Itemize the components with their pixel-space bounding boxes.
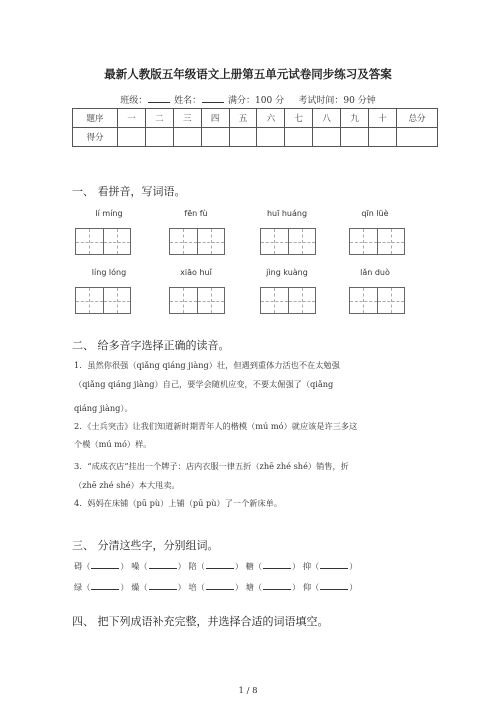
header-cell: 二 — [145, 109, 173, 128]
score-cell[interactable] — [229, 128, 257, 147]
q3-char: 绿 — [74, 582, 83, 592]
score-cell[interactable] — [173, 128, 201, 147]
writing-grid[interactable] — [349, 287, 405, 314]
name-blank — [202, 94, 224, 103]
score-cell[interactable] — [118, 128, 146, 147]
answer-blank[interactable] — [206, 560, 234, 569]
q3-char: 燥 — [131, 582, 140, 592]
answer-blank[interactable] — [320, 581, 348, 590]
q3-char: 抑 — [302, 561, 312, 571]
info-line — [0, 93, 496, 106]
q2-line: （qiǎng qiáng jiàng）自己，要学会随机应变，不要太倔强了（qiǎng — [74, 379, 334, 389]
header-cell: 四 — [201, 109, 229, 128]
score-cell[interactable] — [201, 128, 229, 147]
q3-row-1: 碍（ ） 噪（ ） 陪（ ） 糖（ ） 抑（ ） — [74, 561, 358, 571]
section-3-heading: 三、 分清这些字，分别组词。 — [72, 539, 219, 552]
header-cell: 八 — [313, 109, 341, 128]
writing-grid[interactable] — [349, 228, 405, 255]
header-cell: 十 — [369, 109, 397, 128]
writing-grid[interactable] — [75, 228, 131, 255]
answer-blank[interactable] — [91, 560, 119, 569]
header-cell: 七 — [285, 109, 313, 128]
header-cell: 一 — [118, 109, 146, 128]
pinyin-label: lí míng — [95, 209, 123, 218]
score-cell[interactable] — [341, 128, 369, 147]
q2-line: （zhē zhé shé）本大甩卖。 — [74, 480, 180, 490]
pinyin-label: qīn lüè — [361, 209, 389, 218]
header-cell: 五 — [229, 109, 257, 128]
q2-line: 4．妈妈在床铺（pū pù）上铺（pū pù）了一个新床单。 — [74, 498, 283, 508]
q3-char: 碍 — [74, 561, 83, 571]
page-number: 1 / 8 — [238, 686, 258, 696]
answer-blank[interactable] — [149, 560, 177, 569]
section-1-heading: 一、 看拼音，写词语。 — [72, 185, 186, 198]
score-label: 满分：100 分 — [228, 96, 285, 106]
header-cell: 三 — [173, 109, 201, 128]
writing-grid[interactable] — [75, 287, 131, 314]
q2-line: 3．“成成衣店”挂出一个牌子：店内衣服一律五折（zhē zhé shé）销售，折 — [74, 461, 349, 471]
section-2-heading: 二、 给多音字选择正确的读音。 — [72, 339, 230, 352]
answer-blank[interactable] — [91, 581, 119, 590]
score-cell[interactable] — [397, 128, 438, 147]
score-table — [72, 108, 438, 147]
header-cell: 九 — [341, 109, 369, 128]
name-label: 姓名： — [174, 96, 202, 106]
q2-line: qiáng jiàng）。 — [74, 403, 133, 413]
pinyin-label: xiāo huǐ — [180, 268, 212, 277]
answer-blank[interactable] — [263, 581, 291, 590]
pinyin-label: líng lóng — [91, 268, 127, 277]
time-label: 考试时间：90 分钟 — [298, 96, 376, 106]
q3-row-2: 绿（ ） 燥（ ） 培（ ） 塘（ ） 仰（ ） — [74, 582, 358, 592]
q3-char: 陪 — [188, 561, 197, 571]
section-4-heading: 四、 把下列成语补充完整，并选择合适的词语填空。 — [72, 615, 329, 628]
score-table-header-row — [73, 109, 438, 128]
q3-char: 培 — [188, 582, 197, 592]
class-label: 班级： — [120, 96, 148, 106]
score-cell[interactable] — [257, 128, 285, 147]
score-cell[interactable] — [369, 128, 397, 147]
score-cell[interactable] — [285, 128, 313, 147]
pinyin-label: huī huáng — [266, 209, 308, 218]
answer-blank[interactable] — [263, 560, 291, 569]
answer-blank[interactable] — [149, 581, 177, 590]
q3-char: 塘 — [245, 582, 254, 592]
answer-blank[interactable] — [320, 560, 348, 569]
header-cell: 总分 — [397, 109, 438, 128]
q3-char: 噪 — [131, 561, 140, 571]
score-cell[interactable] — [313, 128, 341, 147]
q2-line: 个模（mú mó）样。 — [74, 439, 152, 449]
class-blank — [148, 94, 170, 103]
writing-grid[interactable] — [260, 287, 316, 314]
pinyin-label: fēn fù — [184, 209, 208, 218]
writing-grid[interactable] — [260, 228, 316, 255]
document-title: 最新人教版五年级语文上册第五单元试卷同步练习及答案 — [104, 67, 392, 81]
writing-grid[interactable] — [169, 287, 225, 314]
writing-grid[interactable] — [169, 228, 225, 255]
q3-char: 仰 — [302, 582, 312, 592]
header-cell: 六 — [257, 109, 285, 128]
answer-blank[interactable] — [206, 581, 234, 590]
score-table-score-row — [73, 128, 438, 147]
pinyin-label: jìng kuàng — [266, 268, 308, 277]
q2-line: 1．虽然你很强（qiǎng qiáng jiàng）壮，但遇到重体力活也不在太勉强 — [74, 360, 340, 370]
row-label: 得分 — [73, 128, 118, 147]
q3-char: 糖 — [245, 561, 254, 571]
score-cell[interactable] — [145, 128, 173, 147]
pinyin-label: lǎn duò — [360, 268, 390, 277]
q2-line: 2．《士兵突击》让我们知道新时期青年人的楷模（mú mó）就应该是许三多这 — [74, 421, 358, 431]
header-cell: 题序 — [73, 109, 118, 128]
